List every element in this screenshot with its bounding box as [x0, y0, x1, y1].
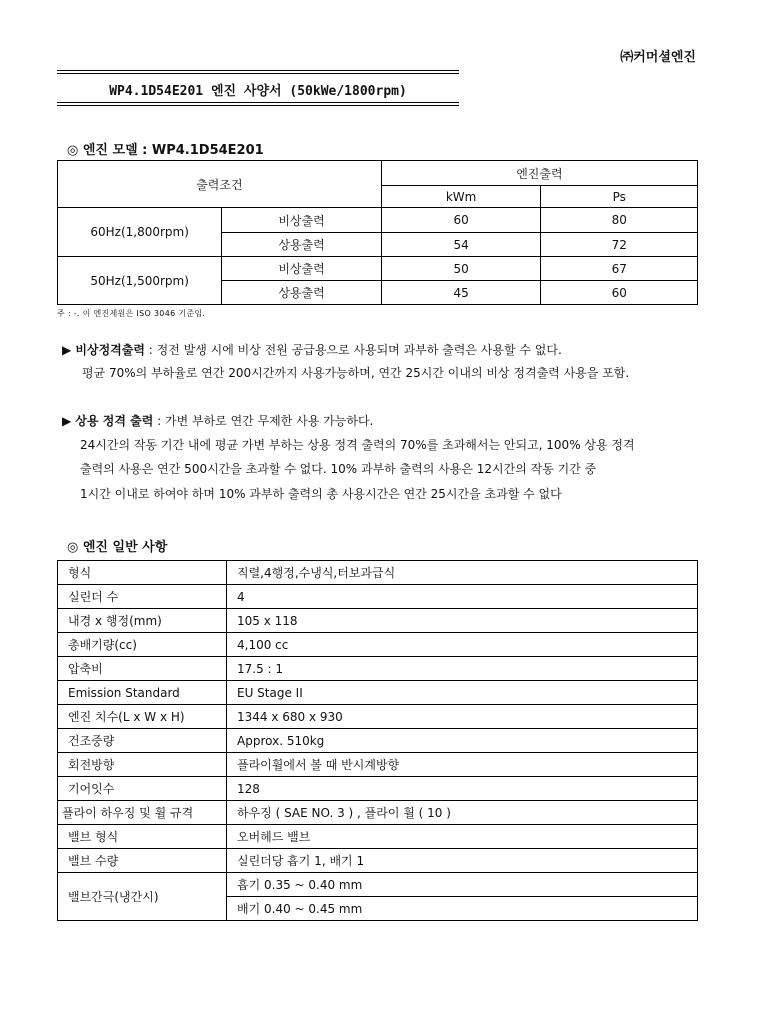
table-row — [58, 657, 698, 681]
spec-label: 건조중량 — [58, 729, 227, 753]
table-row — [58, 729, 698, 753]
ps-value: 72 — [541, 233, 698, 257]
freq-50hz: 50Hz(1,500rpm) — [58, 257, 222, 305]
ps-value: 80 — [541, 208, 698, 233]
title-rule-top — [57, 70, 459, 71]
spec-value: 하우징 ( SAE NO. 3 ) , 플라이 휠 ( 10 ) — [227, 801, 698, 825]
output-type: 상용출력 — [222, 281, 381, 305]
prime-line1 — [62, 412, 373, 429]
table-row — [58, 609, 698, 633]
spec-value: EU Stage II — [227, 681, 698, 705]
emergency-line1 — [62, 341, 562, 358]
table-row — [58, 257, 698, 281]
prime-line2: 24시간의 작동 기간 내에 평균 가변 부하는 상용 정격 출력의 70%를 초과해서는 안되고, 100% 상용 정격 — [80, 438, 635, 452]
kwm-value: 45 — [381, 281, 541, 305]
spec-value: 오버헤드 밸브 — [227, 825, 698, 849]
valve-gap-label: 밸브간극(냉간시) — [58, 873, 227, 921]
title-rule-top-inner — [57, 73, 459, 74]
table-row — [58, 873, 698, 897]
spec-value: 4 — [227, 585, 698, 609]
engine-output-header: 엔진출력 — [381, 161, 697, 186]
spec-label: 형식 — [58, 561, 227, 585]
emergency-line2: 평균 70%의 부하율로 연간 200시간까지 사용가능하며, 연간 25시간 이내의 비상 정격출력 사용을 포함. — [82, 366, 630, 380]
prime-line3: 출력의 사용은 연간 500시간을 초과할 수 없다. 10% 과부하 출력의 사용은 12시간의 작동 기간 중 — [80, 462, 597, 476]
spec-value: 플라이휠에서 볼 때 반시계방향 — [227, 753, 698, 777]
spec-value: 128 — [227, 777, 698, 801]
spec-label: 밸브 수량 — [58, 849, 227, 873]
standard-note: 주 : -. 이 엔진제원은 ISO 3046 기준임. — [57, 309, 206, 318]
kwm-header: kWm — [381, 186, 541, 208]
spec-label: 내경 x 행정(mm) — [58, 609, 227, 633]
ps-header: Ps — [541, 186, 698, 208]
spec-label: 기어잇수 — [58, 777, 227, 801]
spec-value: Approx. 510kg — [227, 729, 698, 753]
general-specs-table — [57, 560, 698, 921]
spec-label: 총배기량(cc) — [58, 633, 227, 657]
spec-label: 압축비 — [58, 657, 227, 681]
document-title: WP4.1D54E201 엔진 사양서 (50kWe/1800rpm) — [109, 84, 407, 99]
output-type: 상용출력 — [222, 233, 381, 257]
ps-value: 67 — [541, 257, 698, 281]
spec-label: 플라이 하우징 및 휠 규격 — [58, 801, 227, 825]
table-row — [58, 561, 698, 585]
general-section-heading: ◎ 엔진 일반 사항 — [67, 540, 168, 555]
kwm-value: 54 — [381, 233, 541, 257]
spec-label: 엔진 치수(L x W x H) — [58, 705, 227, 729]
spec-value: 실린더당 흡기 1, 배기 1 — [227, 849, 698, 873]
company-name: ㈜커머셜엔진 — [620, 50, 696, 65]
spec-value: 4,100 cc — [227, 633, 698, 657]
table-row — [58, 777, 698, 801]
table-row — [58, 208, 698, 233]
ps-value: 60 — [541, 281, 698, 305]
spec-label: 밸브 형식 — [58, 825, 227, 849]
spec-value: 1344 x 680 x 930 — [227, 705, 698, 729]
prime-text: : 가변 부하로 연간 무제한 사용 가능하다. — [153, 414, 374, 428]
valve-gap-intake: 흡기 0.35 ~ 0.40 mm — [227, 873, 698, 897]
prime-label: ▶ 상용 정격 출력 — [62, 414, 154, 428]
table-row — [58, 801, 698, 825]
title-rule-bottom — [57, 102, 459, 103]
spec-label: 회전방향 — [58, 753, 227, 777]
output-table — [57, 160, 698, 305]
emergency-text: : 정전 발생 시에 비상 전원 공급용으로 사용되며 과부하 출력은 사용할 수 없다. — [144, 343, 562, 357]
kwm-value: 50 — [381, 257, 541, 281]
spec-label: Emission Standard — [58, 681, 227, 705]
output-type: 비상출력 — [222, 257, 381, 281]
spec-label: 실린더 수 — [58, 585, 227, 609]
output-type: 비상출력 — [222, 208, 381, 233]
prime-line4: 1시간 이내로 하여야 하며 10% 과부하 출력의 총 사용시간은 연간 25시간을 초과할 수 없다 — [80, 487, 562, 501]
output-condition-header: 출력조건 — [58, 161, 382, 208]
table-row — [58, 849, 698, 873]
title-rule-bottom-inner — [57, 105, 459, 106]
model-section-heading: ◎ 엔진 모델 : WP4.1D54E201 — [67, 143, 264, 158]
table-row — [58, 705, 698, 729]
table-row — [58, 585, 698, 609]
kwm-value: 60 — [381, 208, 541, 233]
spec-value: 17.5 : 1 — [227, 657, 698, 681]
table-row — [58, 681, 698, 705]
valve-gap-exhaust: 배기 0.40 ~ 0.45 mm — [227, 897, 698, 921]
emergency-label: ▶ 비상정격출력 — [62, 343, 145, 357]
table-row — [58, 633, 698, 657]
table-row — [58, 825, 698, 849]
spec-value: 105 x 118 — [227, 609, 698, 633]
spec-value: 직렬,4행정,수냉식,터보과급식 — [227, 561, 698, 585]
table-row — [58, 753, 698, 777]
freq-60hz: 60Hz(1,800rpm) — [58, 208, 222, 257]
